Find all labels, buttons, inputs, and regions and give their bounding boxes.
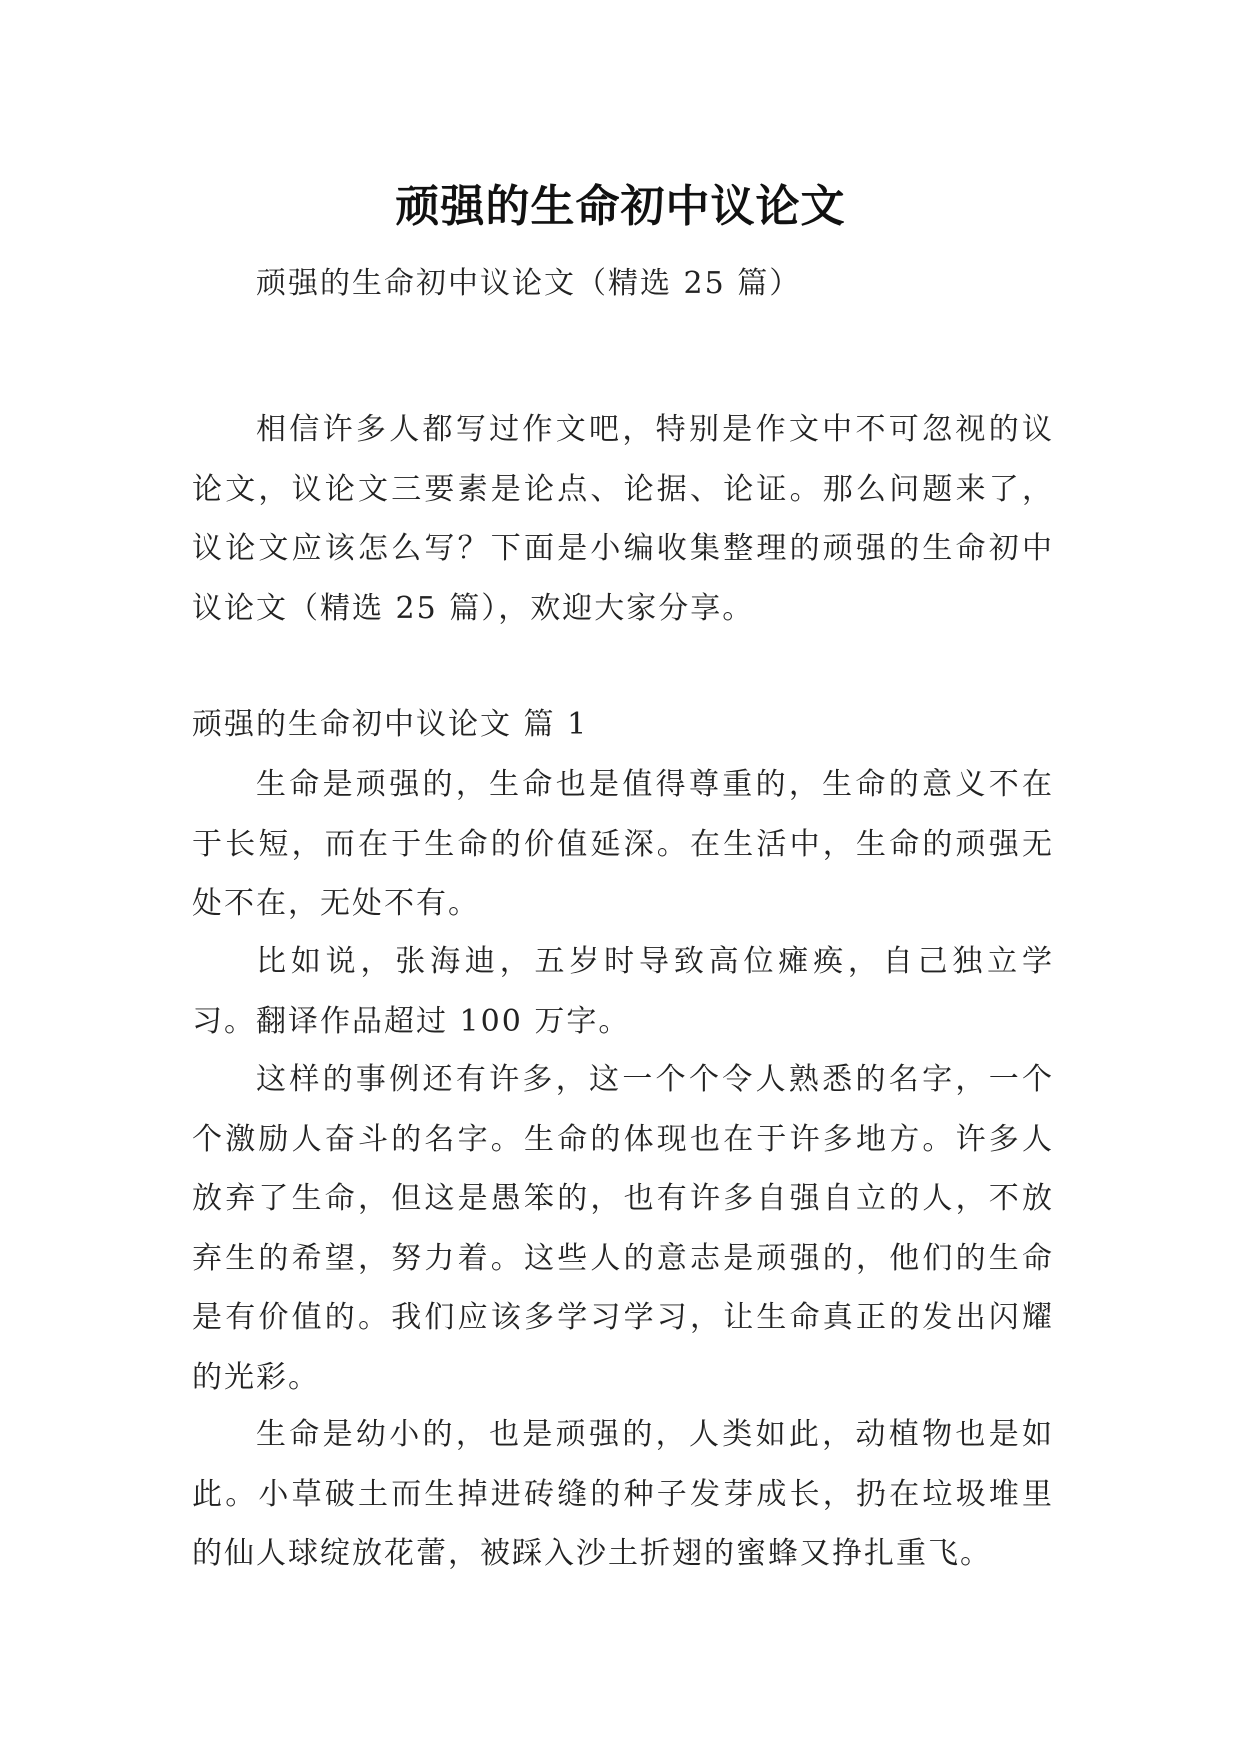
body-paragraph-4: 生命是幼小的，也是顽强的，人类如此，动植物也是如此。小草破土而生掉进砖缝的种子发芽成长，扔在垃圾堆里的仙人球绽放花蕾，被踩入沙土折翅的蜜蜂又挣扎重飞。: [192, 1417, 1054, 1571]
intro-paragraph: 相信许多人都写过作文吧，特别是作文中不可忽视的议论文，议论文三要素是论点、论据、论证。那么问题来了，议论文应该怎么写？下面是小编收集整理的顽强的生命初中议论文（精选 25 篇），欢迎大家分享。: [192, 412, 1054, 626]
body-paragraph-1: 生命是顽强的，生命也是值得尊重的，生命的意义不在于长短，而在于生命的价值延深。在生活中，生命的顽强无处不在，无处不有。: [192, 767, 1054, 921]
body-paragraph-2: 比如说，张海迪，五岁时导致高位瘫痪，自己独立学习。翻译作品超过 100 万字。: [192, 944, 1054, 1039]
page-title: 顽强的生命初中议论文: [395, 181, 846, 233]
section-heading: 顽强的生命初中议论文 篇 1: [192, 707, 589, 742]
body-paragraph-3: 这样的事例还有许多，这一个个令人熟悉的名字，一个个激励人奋斗的名字。生命的体现也在于许多地方。许多人放弃了生命，但这是愚笨的，也有许多自强自立的人，不放弃生的希望，努力着。这些人的意志是顽强的，他们的生命是有价值的。我们应该多学习学习，让生命真正的发出闪耀的光彩。: [192, 1062, 1054, 1395]
document-subtitle: 顽强的生命初中议论文（精选 25 篇）: [256, 266, 802, 301]
